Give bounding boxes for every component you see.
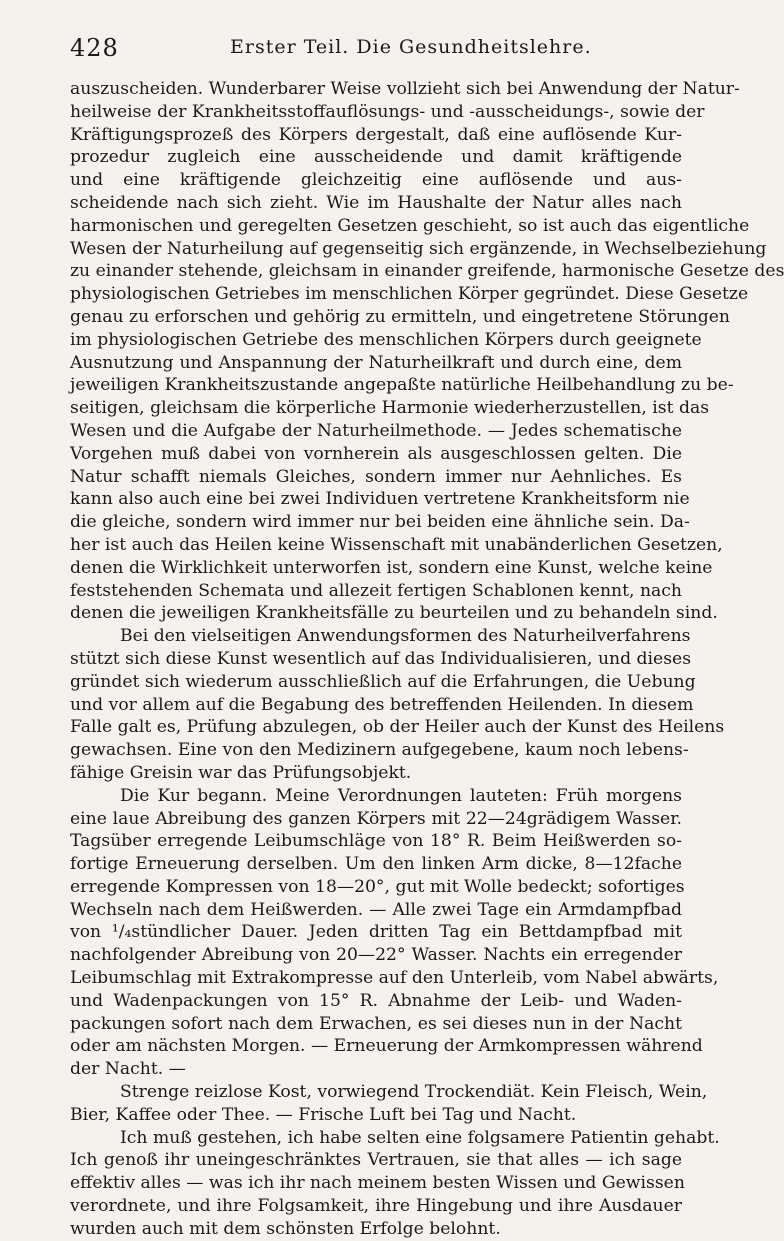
text-line: Ausnutzung und Anspannung der Naturheilkraft und durch eine, dem [70, 352, 682, 373]
text-line: Tagsüber erregende Leibumschläge von 18° R. Beim Heißwerden so- [70, 831, 682, 852]
text-line: im physiologischen Getriebe des menschlichen Körpers durch geeignete [70, 329, 702, 350]
text-line: gründet sich wiederum ausschließlich auf die Erfahrungen, die Uebung [70, 671, 696, 692]
text-line: auszuscheiden. Wunderbarer Weise vollzieht sich bei Anwendung der Natur- [70, 79, 740, 99]
text-line: zu einander stehende, gleichsam in einander greifende, harmonische Gesetze des [70, 261, 784, 282]
text-line: harmonischen und geregelten Gesetzen geschieht, so ist auch das eigentliche [70, 215, 750, 236]
text-line: Natur schafft niemals Gleiches, sondern immer nur Aehnliches. Es [70, 466, 682, 487]
text-line: feststehenden Schemata und allezeit fertigen Schablonen kennt, nach [70, 580, 682, 601]
page-number: 428 [70, 34, 119, 62]
paragraph [70, 785, 719, 1081]
text-line: Bei den vielseitigen Anwendungsformen des Naturheilverfahrens [120, 626, 691, 647]
paragraph [70, 1127, 720, 1241]
text-line: packungen sofort nach dem Erwachen, es sei dieses nun in der Nacht [70, 1013, 682, 1034]
text-line: genau zu erforschen und gehörig zu ermitteln, und eingetretene Störungen [70, 306, 730, 327]
text-line: Strenge reizlose Kost, vorwiegend Trockendiät. Kein Fleisch, Wein, [120, 1082, 708, 1103]
paragraph [70, 625, 725, 785]
text-line: und eine kräftigende gleichzeitig eine auflösende und aus- [70, 170, 682, 191]
running-head: Erster Teil. Die Gesundheitslehre. [230, 36, 592, 58]
text-line: Wesen und die Aufgabe der Naturheilmethode. — Jedes schematische [70, 420, 682, 441]
text-line: denen die jeweiligen Krankheitsfälle zu beurteilen und zu behandeln sind. [70, 603, 718, 624]
text-line: effektiv alles — was ich ihr nach meinem besten Wissen und Gewissen [70, 1173, 685, 1194]
text-line: verordnete, und ihre Folgsamkeit, ihre Hingebung und ihre Ausdauer [70, 1196, 682, 1217]
text-line: gewachsen. Eine von den Medizinern aufgegebene, kaum noch lebens- [70, 740, 689, 761]
text-line: und Wadenpackungen von 15° R. Abnahme der Leib- und Waden- [70, 990, 682, 1011]
text-line: Wesen der Naturheilung auf gegenseitig sich ergänzende, in Wechselbeziehung [70, 238, 767, 259]
text-line: fähige Greisin war das Prüfungsobjekt. [70, 762, 412, 783]
text-line: oder am nächsten Morgen. — Erneuerung der Armkompressen während [70, 1036, 703, 1057]
text-line: fortige Erneuerung derselben. Um den linken Arm dicke, 8—12fache [70, 854, 682, 875]
text-line: und vor allem auf die Begabung des betreffenden Heilenden. In diesem [70, 694, 694, 715]
text-line: Falle galt es, Prüfung abzulegen, ob der Heiler auch der Kunst des Heilens [70, 717, 725, 738]
text-line: physiologischen Getriebes im menschlichen Körper gegründet. Diese Gesetze [70, 284, 749, 305]
text-line: scheidende nach sich zieht. Wie im Haushalte der Natur alles nach [70, 192, 682, 213]
text-line: her ist auch das Heilen keine Wissenschaft mit unabänderlichen Gesetzen, [70, 534, 723, 555]
text-line: Ich muß gestehen, ich habe selten eine folgsamere Patientin gehabt. [120, 1127, 720, 1148]
text-line: seitigen, gleichsam die körperliche Harmonie wiederherzustellen, ist das [70, 398, 710, 419]
text-line: Kräftigungsprozeß des Körpers dergestalt, daß eine auflösende Kur- [70, 124, 682, 145]
text-line: Leibumschlag mit Extrakompresse auf den Unterleib, vom Nabel abwärts, [70, 968, 719, 989]
text-line: von ¹/₄stündlicher Dauer. Jeden dritten Tag ein Bettdampfbad mit [70, 922, 682, 943]
text-line: Ich genoß ihr uneingeschränktes Vertrauen, sie that alles — ich sage [70, 1150, 682, 1171]
text-line: Bier, Kaffee oder Thee. — Frische Luft bei Tag und Nacht. [70, 1104, 577, 1125]
text-line: nachfolgender Abreibung von 20—22° Wasser. Nachts ein erregender [70, 945, 682, 966]
text-line: die gleiche, sondern wird immer nur bei beiden eine ähnliche sein. Da- [70, 512, 690, 533]
text-line: eine laue Abreibung des ganzen Körpers mit 22—24grädigem Wasser. [70, 808, 682, 829]
text-line: kann also auch eine bei zwei Individuen vertretene Krankheitsform nie [70, 489, 690, 510]
page-body [70, 78, 784, 1241]
text-line: Die Kur begann. Meine Verordnungen lauteten: Früh morgens [120, 785, 682, 806]
text-line: stützt sich diese Kunst wesentlich auf das Individualisieren, und dieses [70, 648, 692, 669]
paragraph [70, 1081, 708, 1127]
text-line: wurden auch mit dem schönsten Erfolge belohnt. [70, 1218, 501, 1239]
text-line: prozedur zugleich eine ausscheidende und damit kräftigende [70, 147, 682, 168]
text-line: denen die Wirklichkeit unterworfen ist, sondern eine Kunst, welche keine [70, 557, 713, 578]
page-header [70, 26, 682, 62]
text-line: jeweiligen Krankheitszustande angepaßte natürliche Heilbehandlung zu be- [70, 375, 734, 396]
text-line: der Nacht. — [70, 1059, 186, 1080]
text-line: heilweise der Krankheitsstoffauflösungs- und -ausscheidungs-, sowie der [70, 101, 705, 122]
text-line: erregende Kompressen von 18—20°, gut mit Wolle bedeckt; sofortiges [70, 876, 685, 897]
paragraph [70, 78, 784, 625]
text-line: Wechseln nach dem Heißwerden. — Alle zwei Tage ein Armdampfbad [70, 899, 682, 920]
text-line: Vorgehen muß dabei von vornherein als ausgeschlossen gelten. Die [70, 443, 682, 464]
